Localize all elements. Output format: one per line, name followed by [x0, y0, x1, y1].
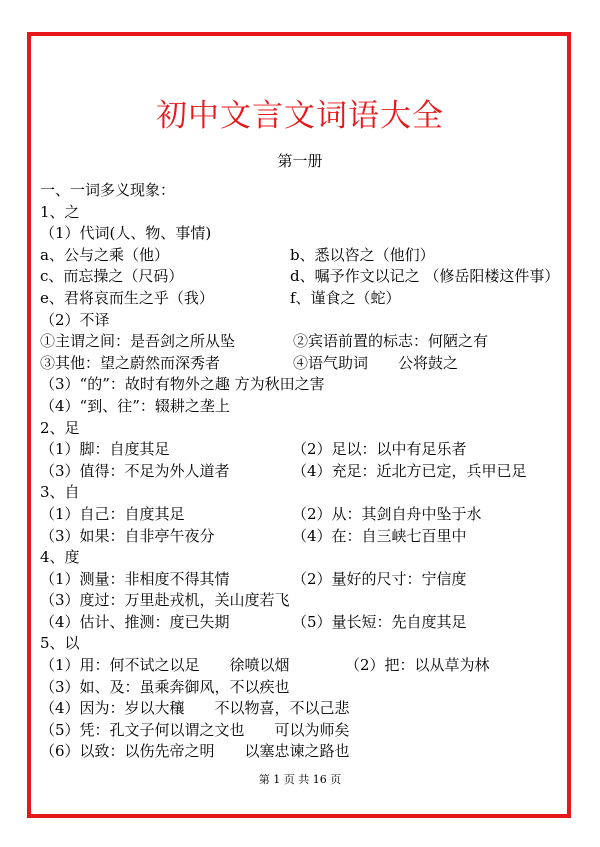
example-left: e、君将哀而生之乎（我）	[40, 288, 214, 307]
example-row: （3）度过：万里赴戎机，关山度若飞	[40, 591, 290, 610]
document-body	[40, 180, 560, 763]
example-row: （3）如、及：虽乘奔御风，不以疾也	[40, 677, 290, 696]
entry-head-du: 4、度	[40, 548, 80, 567]
entry-head-zi: 3、自	[40, 483, 80, 502]
example-left: ①主谓之间：是吾剑之所从坠	[40, 332, 236, 351]
example-row	[40, 655, 560, 677]
page-number-footer: 第 1 页 共 16 页	[258, 773, 342, 786]
example-row	[40, 331, 560, 353]
example-left: （1）脚：自度其足	[40, 440, 170, 459]
example-row	[40, 569, 560, 591]
example-left: （3）如果：自非亭午夜分	[40, 526, 215, 545]
example-row: （5）凭：孔文子何以谓之文也 可以为师矣	[40, 720, 350, 739]
example-right: b、悉以咨之（他们）	[290, 245, 435, 264]
example-row	[40, 245, 560, 267]
example-row	[40, 266, 560, 288]
entry-head-zu: 2、足	[40, 418, 80, 437]
example-right: （4）充足：近北方已定，兵甲已足	[292, 461, 527, 480]
example-left: a、公与之乘（他）	[40, 245, 169, 264]
example-row	[40, 526, 560, 548]
section-heading: 一、一词多义现象：	[40, 181, 176, 199]
example-left: （1）测量：非相度不得其情	[40, 569, 230, 588]
example-row: （6）以致：以伤先帝之明 以塞忠谏之路也	[40, 742, 350, 761]
sense-line: （1）代词(人、物、事情)	[40, 224, 212, 243]
sense-line: （4）“到、往”：辍耕之垄上	[40, 396, 230, 415]
example-left: （1）自己：自度其足	[40, 504, 185, 523]
example-left: c、而忘操之（尺码）	[40, 267, 184, 286]
example-row: （4）因为：岁以大穰 不以物喜，不以己悲	[40, 699, 350, 718]
example-row	[40, 461, 560, 483]
example-right: （4）在：自三峡七百里中	[292, 526, 467, 545]
example-left: （4）估计、推测：度已失期	[40, 612, 230, 631]
example-right: （5）量长短：先自度其足	[292, 612, 467, 631]
sense-line: （3）“的”：故时有物外之趣 方为秋田之害	[40, 375, 325, 394]
example-right: f、谨食之（蛇）	[290, 288, 401, 307]
example-right: d、嘱予作文以记之 （修岳阳楼这件事）	[290, 267, 560, 286]
example-left: （1）用：何不试之以足 徐喷以烟	[40, 656, 290, 675]
example-right: （2）把：以从草为林	[345, 656, 490, 675]
example-row	[40, 288, 560, 310]
example-left: （3）值得：不足为外人道者	[40, 461, 230, 480]
example-right: ④语气助词 公将鼓之	[293, 353, 459, 372]
example-row	[40, 612, 560, 634]
example-left: ③其他：望之蔚然而深秀者	[40, 353, 221, 372]
example-right: （2）从：其剑自舟中坠于水	[292, 504, 482, 523]
document-subtitle: 第一册	[277, 152, 323, 170]
entry-head-yi: 5、以	[40, 634, 80, 653]
example-row	[40, 504, 560, 526]
document-title: 初中文言文词语大全	[156, 98, 444, 134]
example-right: （2）量好的尺寸：宁信度	[292, 569, 467, 588]
example-right: （2）足以：以中有足乐者	[292, 440, 467, 459]
example-row	[40, 353, 560, 375]
example-right: ②宾语前置的标志：何陋之有	[293, 332, 489, 351]
example-row	[40, 439, 560, 461]
sense-line: （2）不译	[40, 310, 110, 329]
entry-head-zhi: 1、之	[40, 202, 80, 221]
